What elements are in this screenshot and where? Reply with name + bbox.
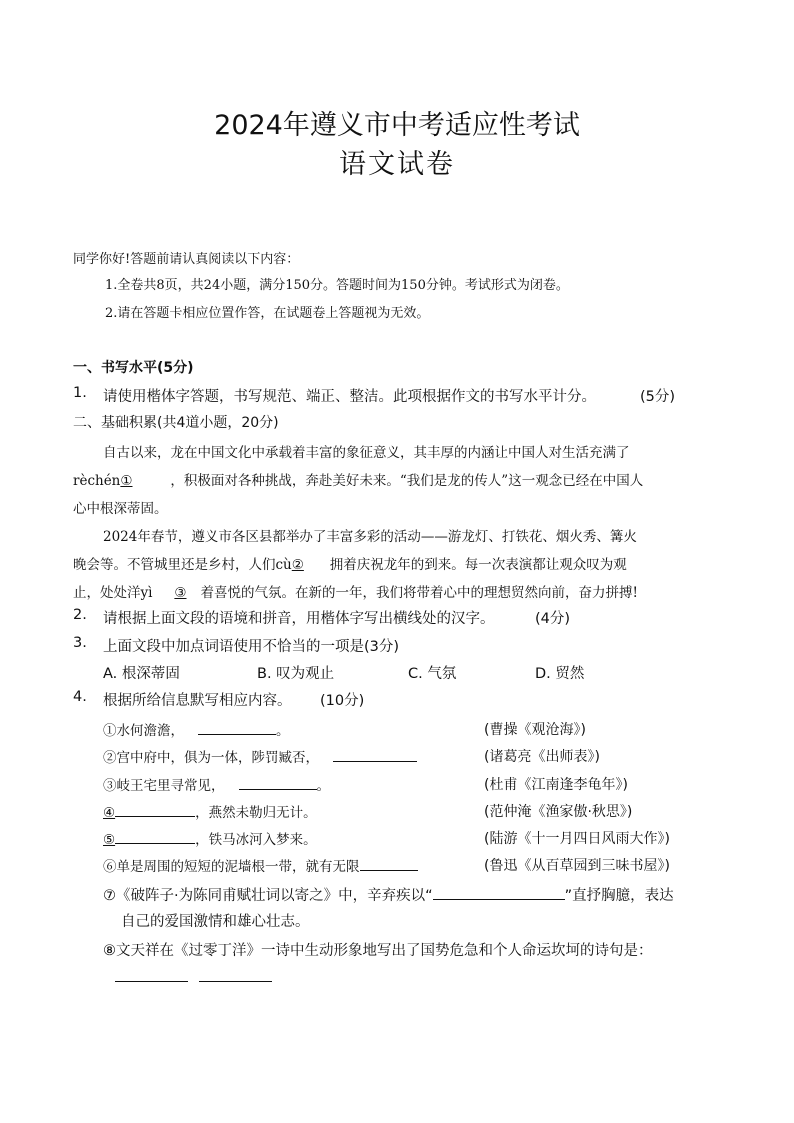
- passage-p1-line2: [73, 469, 643, 489]
- q4-item-2-source: (诸葛亮《出师表》): [484, 749, 600, 765]
- q3-number: 3.: [73, 635, 87, 651]
- passage-p2-line2-rest: 拥着庆祝龙年的到来。每一次表演都让观众叹为观: [329, 557, 627, 573]
- q4-item-3: [103, 774, 330, 794]
- q4-item-8: ⑧文天祥在《过零丁洋》一诗中生动形象地写出了国势危急和个人命运坎坷的诗句是：: [103, 943, 653, 959]
- q4-item-1-source: (曹操《观沧海》): [484, 722, 586, 738]
- q1-number: 1.: [73, 385, 87, 401]
- q4-item-8-blank-2: [199, 967, 272, 982]
- q4-item-5-blank: [115, 829, 195, 844]
- pinyin-cu: cù: [275, 557, 292, 573]
- q4-item-4-mark: ④: [103, 805, 116, 821]
- q3-option-d: D. 贸然: [535, 666, 585, 682]
- passage-p2-line2-start: 晚会等。不管城里还是乡村，人们: [73, 557, 276, 573]
- q4-item-5-mark: ⑤: [103, 832, 116, 848]
- passage-p1-line3: 心中根深蒂固。: [73, 501, 168, 517]
- q4-item-5: [103, 828, 317, 848]
- passage-p2-line3-start: 止，处处洋: [73, 585, 141, 601]
- q4-item-5-source: (陆游《十一月四日风雨大作》): [484, 831, 670, 847]
- blank-1-mark: ①: [120, 473, 133, 489]
- blank-2-mark: ②: [291, 557, 304, 573]
- q1-text: 请使用楷体字答题，书写规范、端正、整洁。此项根据作文的书写水平计分。: [103, 389, 596, 405]
- pinyin-yi: yì: [140, 585, 153, 601]
- q4-item-7-continued: 自己的爱国激情和雄心壮志。: [121, 914, 310, 930]
- q4-item-7-after: ”直抒胸臆，表达: [564, 888, 674, 904]
- passage-p2-line1: 2024年春节，遵义市各区县都举办了丰富多彩的活动——游龙灯、打铁花、烟火秀、篝火: [103, 529, 637, 545]
- q4-item-1-text: ①水何澹澹，: [103, 723, 184, 739]
- passage-p2-line3-rest: 着喜悦的气氛。在新的一年，我们将带着心中的理想贸然向前，奋力拼搏!: [200, 585, 638, 601]
- q4-item-6-text: ⑥单是周围的短短的泥墙根一带，就有无限: [103, 859, 360, 875]
- q3-option-b: B. 叹为观止: [257, 666, 335, 682]
- q4-item-3-text: ③岐王宅里寻常见，: [103, 778, 225, 794]
- q2-score: (4分): [535, 611, 571, 627]
- q2-text: 请根据上面文段的语境和拼音，用楷体字写出横线处的汉字。: [103, 611, 495, 627]
- q4-item-7-text: ⑦《破阵子·为陈同甫赋壮词以寄之》中，辛弃疾以“: [103, 888, 433, 904]
- passage-p1-line2-rest: ，积极面对各种挑战，奔赴美好未来。“我们是龙的传人”这一观念已经在中国人: [170, 473, 644, 489]
- q4-item-6-blank: [360, 856, 418, 871]
- blank-3: [160, 585, 200, 601]
- blank-1: [120, 473, 170, 489]
- instructions-item-1: 1.全卷共8页，共24小题，满分150分。答题时间为150分钟。考试形式为闭卷。: [105, 278, 569, 293]
- q4-item-6: [103, 855, 418, 875]
- q4-item-7: [103, 884, 674, 905]
- q3-option-c: C. 气氛: [408, 666, 457, 682]
- passage-p1-line1: 自古以来，龙在中国文化中承载着丰富的象征意义，其丰厚的内涵让中国人对生活充满了: [103, 445, 630, 461]
- q4-item-4-source: (范仲淹《渔家傲·秋思》): [484, 804, 633, 820]
- page-subtitle: 语文试卷: [339, 149, 455, 180]
- q4-item-2-blank: [333, 747, 417, 762]
- q4-item-8-blank-1: [115, 967, 188, 982]
- section-2-heading: 二、基础积累(共4道小题，20分): [73, 415, 279, 431]
- pinyin-rechen: rèchén: [73, 473, 121, 489]
- blank-3-mark: ③: [174, 585, 187, 601]
- q4-item-1-blank: [198, 720, 276, 735]
- q4-item-6-source: (鲁迅《从百草园到三味书屋》): [484, 858, 670, 874]
- page-title: 2024年遵义市中考适应性考试: [214, 110, 580, 141]
- q1-score: (5分): [640, 389, 676, 405]
- q4-number: 4.: [73, 689, 87, 705]
- q3-option-a: A. 根深蒂固: [103, 666, 180, 682]
- q4-score: (10分): [320, 693, 365, 709]
- q4-item-5-after: ，铁马冰河入梦来。: [195, 832, 317, 848]
- q4-text: 根据所给信息默写相应内容。: [103, 693, 292, 709]
- q4-item-4-blank: [115, 802, 195, 817]
- q4-item-4: [103, 801, 317, 821]
- passage-p2-line3: [73, 581, 638, 601]
- q4-item-4-after: ，燕然未勒归无计。: [195, 805, 317, 821]
- q3-text: 上面文段中加点词语使用不恰当的一项是(3分): [103, 639, 400, 655]
- q4-item-2-text: ②宫中府中，俱为一体，陟罚臧否，: [103, 750, 319, 766]
- q4-item-1-after: 。: [276, 723, 290, 739]
- section-1-heading: 一、书写水平(5分): [73, 360, 194, 376]
- q4-item-3-after: 。: [316, 778, 330, 794]
- instructions-greeting: 同学你好!答题前请认真阅读以下内容：: [73, 252, 300, 267]
- q4-item-3-blank: [239, 775, 317, 790]
- instructions-item-2: 2.请在答题卡相应位置作答，在试题卷上答题视为无效。: [105, 306, 430, 321]
- q2-number: 2.: [73, 607, 87, 623]
- q4-item-2: [103, 746, 417, 766]
- q4-item-1: [103, 719, 290, 739]
- q4-item-3-source: (杜甫《江南逢李龟年》): [484, 777, 628, 793]
- passage-p2-line2: [73, 553, 627, 573]
- blank-2: [292, 557, 330, 573]
- q4-item-7-blank: [433, 885, 565, 900]
